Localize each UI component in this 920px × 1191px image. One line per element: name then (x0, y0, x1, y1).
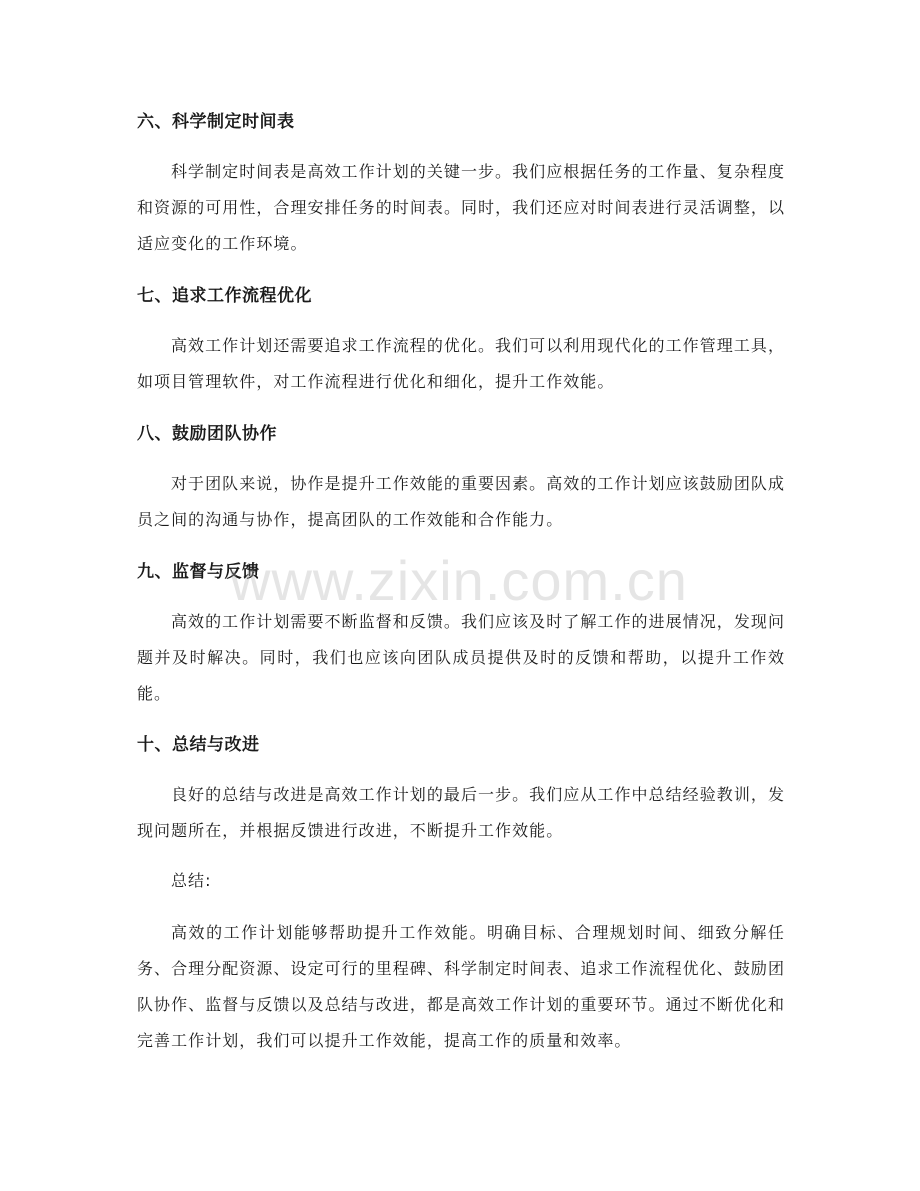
section-body-10: 良好的总结与改进是高效工作计划的最后一步。我们应从工作中总结经验教训，发现问题所在，并根据反馈进行改进，不断提升工作效能。 (137, 785, 785, 840)
section-body-8: 对于团队来说，协作是提升工作效能的重要因素。高效的工作计划应该鼓励团队成员之间的沟通与协作，提高团队的工作效能和合作能力。 (137, 474, 785, 529)
watermark: www.zixin.com.cn (230, 549, 688, 612)
section-body-9: 高效的工作计划需要不断监督和反馈。我们应该及时了解工作的进展情况，发现问题并及时解决。同时，我们也应该向团队成员提供及时的反馈和帮助，以提升工作效能。 (137, 612, 785, 703)
section-heading-10: 十、总结与改进 (137, 735, 260, 755)
section-heading-9: 九、监督与反馈 (137, 562, 260, 582)
section-heading-7: 七、追求工作流程优化 (137, 286, 312, 306)
section-body-7: 高效工作计划还需要追求工作流程的优化。我们可以利用现代化的工作管理工具，如项目管理软件，对工作流程进行优化和细化，提升工作效能。 (137, 336, 785, 391)
section-body-6: 科学制定时间表是高效工作计划的关键一步。我们应根据任务的工作量、复杂程度和资源的可用性，合理安排任务的时间表。同时，我们还应对时间表进行灵活调整，以适应变化的工作环境。 (137, 162, 785, 253)
summary-body: 高效的工作计划能够帮助提升工作效能。明确目标、合理规划时间、细致分解任务、合理分配资源、设定可行的里程碑、科学制定时间表、追求工作流程优化、鼓励团队协作、监督与反馈以及总结与改进，都是高效工作计划的重要环节。通过不断优化和完善工作计划，我们可以提升工作效能，提高工作的质量和效率。 (137, 923, 785, 1050)
section-heading-6: 六、科学制定时间表 (137, 112, 295, 132)
summary-label: 总结: (171, 871, 212, 890)
section-heading-8: 八、鼓励团队协作 (137, 424, 277, 444)
